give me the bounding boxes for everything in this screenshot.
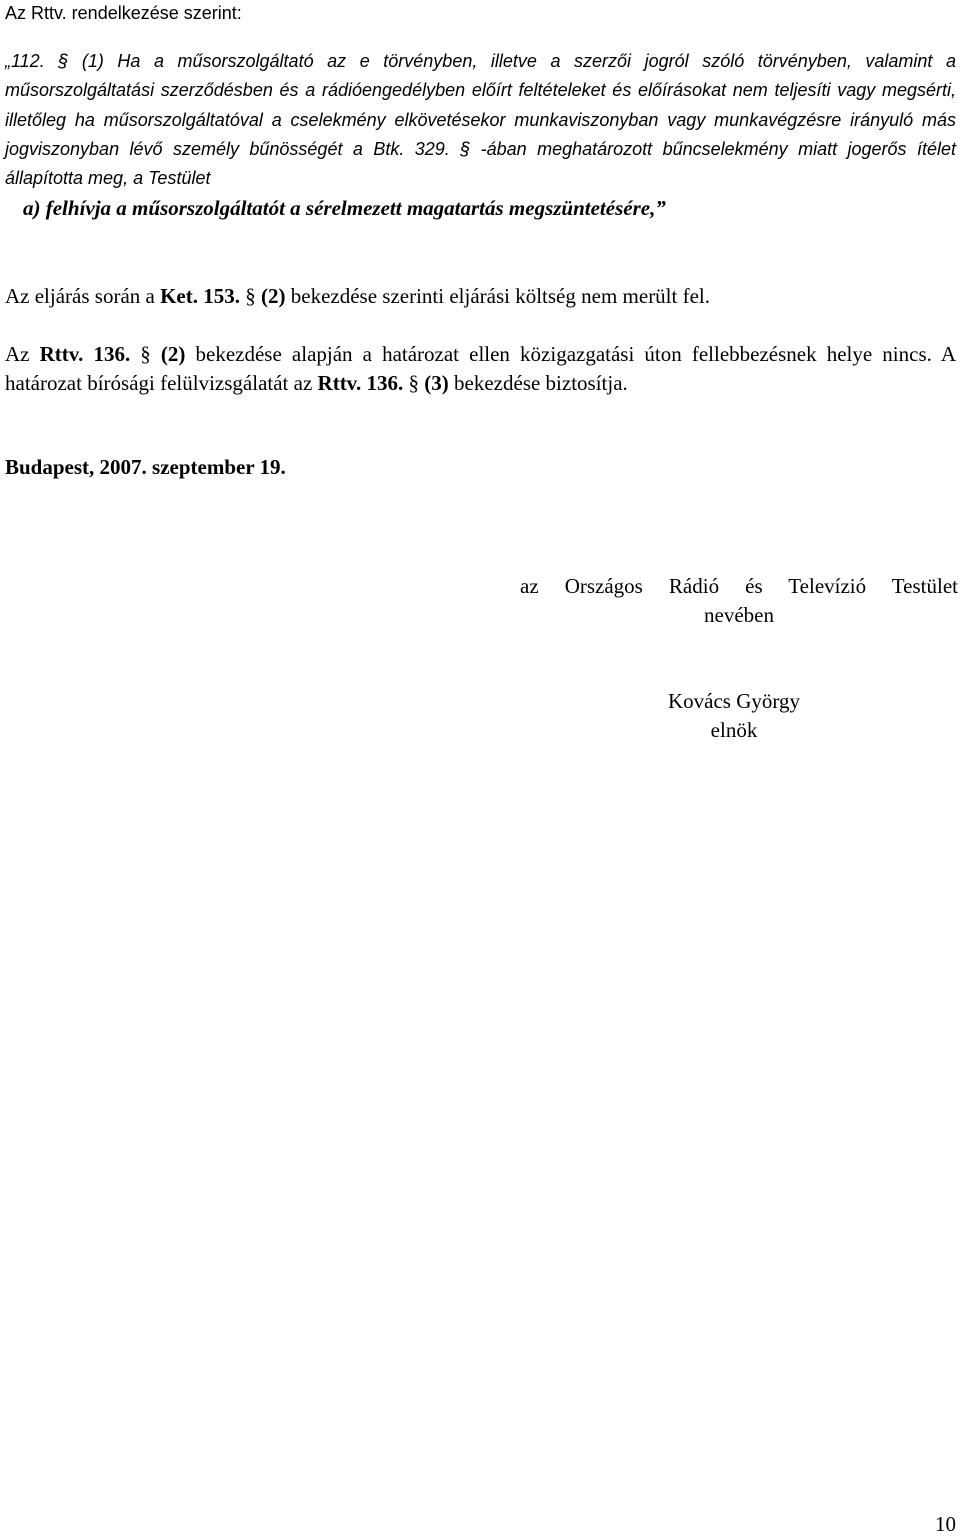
quoted-law-section bbox=[5, 47, 956, 223]
para2-ref-subsection-1: (2) bbox=[160, 342, 186, 366]
signature-organization: az Országos Rádió és Televízió Testület bbox=[520, 574, 958, 598]
para1-text-a: Az eljárás során a bbox=[5, 284, 161, 308]
appeal-paragraph bbox=[5, 340, 956, 398]
para1-ref-subsection: (2) bbox=[261, 284, 286, 308]
para2-text-c: § bbox=[130, 342, 161, 366]
signatory-title: elnök bbox=[710, 718, 758, 742]
para2-text-g: § bbox=[403, 371, 425, 395]
para1-text-c: § bbox=[240, 284, 261, 308]
procedure-cost-paragraph bbox=[5, 282, 956, 311]
signatory-name: Kovács György bbox=[667, 689, 800, 713]
quoted-law-item-a: a) felhívja a műsorszolgáltatót a sérelmezett magatartás megszüntetésére,” bbox=[23, 196, 666, 221]
signature-on-behalf: nevében bbox=[704, 603, 774, 627]
para2-ref-rttv-1: Rttv. 136. bbox=[39, 342, 131, 366]
para2-ref-rttv-2: Rttv. 136. bbox=[317, 371, 404, 395]
document-date: Budapest, 2007. szeptember 19. bbox=[5, 455, 286, 479]
intro-text: Az Rttv. rendelkezése szerint: bbox=[5, 3, 242, 23]
para2-text-e: bekezdése alapján a határozat ellen közigazgatási úton fellebbezésnek helye nincs. A határozat bírósági felülvizsgálatát az bbox=[5, 342, 956, 395]
para1-ref-ket: Ket. 153. bbox=[160, 284, 240, 308]
para1-text-e: bekezdése szerinti eljárási költség nem merült fel. bbox=[285, 284, 711, 308]
para2-text-a: Az bbox=[5, 342, 40, 366]
para2-ref-subsection-2: (3) bbox=[424, 371, 449, 395]
page-number: 10 bbox=[935, 1512, 956, 1536]
para2-text-i: bekezdése biztosítja. bbox=[448, 371, 628, 395]
quoted-law-text: „112. § (1) Ha a műsorszolgáltató az e törvényben, illetve a szerzői jogról szóló törvényben, valamint a műsorszolgáltatási szerződésben és a rádióengedélyben előírt feltételeket és előírásokat nem teljesíti vagy megsérti, illetőleg ha műsorszolgáltatóval a cselekmény elkövetésekor munkaviszonyban vagy munkavégzésre irányuló más jogviszonyban lévő személy bűnösségét a Btk. 329. § -ában meghatározott bűncselekmény miatt jogerős ítélet állapította meg, a Testület bbox=[5, 51, 956, 189]
